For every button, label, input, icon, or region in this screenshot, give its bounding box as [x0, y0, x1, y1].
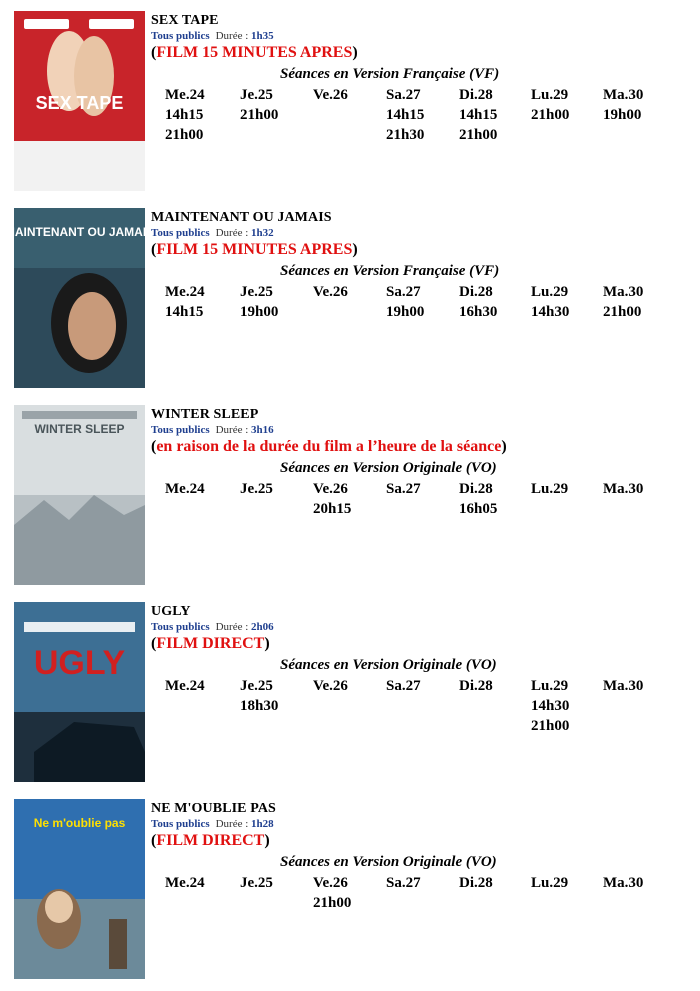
film-meta: [151, 30, 274, 42]
day-label: Me.24: [165, 678, 205, 694]
duration-value: 1h32: [251, 227, 274, 239]
notice-text: en raison de la durée du film a l’heure de la séance: [156, 438, 502, 455]
day-label: Sa.27: [386, 875, 421, 891]
day-label: Je.25: [240, 875, 273, 891]
day-label: Di.28: [459, 481, 493, 497]
day-label: Lu.29: [531, 678, 569, 694]
notice-text: FILM DIRECT: [156, 635, 265, 652]
notice-text: FILM 15 MINUTES APRES: [156, 44, 353, 61]
showtime[interactable]: 19h00: [603, 107, 642, 123]
day-label: Di.28: [459, 678, 493, 694]
film-entry: [0, 799, 700, 981]
notice-open-paren: (: [151, 832, 157, 849]
day-column: [386, 873, 456, 893]
day-label: Me.24: [165, 87, 205, 103]
day-label: Di.28: [459, 284, 493, 300]
seances-version-heading: Séances en Version Française (VF): [280, 263, 500, 279]
notice-open-paren: (: [151, 241, 157, 258]
poster-title-text: UGLY: [33, 644, 126, 682]
day-label: Ma.30: [603, 87, 644, 103]
audience-rating: Tous publics: [151, 621, 210, 633]
showtime[interactable]: 21h00: [531, 107, 570, 123]
showtime[interactable]: 18h30: [240, 698, 279, 714]
film-entry: [0, 602, 700, 784]
showtime[interactable]: 19h00: [386, 304, 425, 320]
day-column: [165, 873, 235, 893]
day-column: [386, 479, 456, 499]
film-title[interactable]: SEX TAPE: [151, 13, 219, 28]
film-title[interactable]: WINTER SLEEP: [151, 407, 259, 422]
day-label: Lu.29: [531, 284, 569, 300]
notice-text: FILM 15 MINUTES APRES: [156, 241, 353, 258]
screening-notice: [151, 241, 358, 259]
notice-open-paren: (: [151, 635, 157, 652]
screening-notice: [151, 438, 507, 456]
day-column: [313, 873, 383, 913]
day-label: Ma.30: [603, 481, 644, 497]
day-column: [386, 282, 456, 322]
duration-label: Durée :: [215, 621, 249, 633]
day-column: [531, 676, 601, 736]
day-column: [165, 676, 235, 696]
showtime[interactable]: 14h15: [459, 107, 498, 123]
notice-close-paren: ): [264, 635, 270, 652]
showtime[interactable]: 14h30: [531, 304, 570, 320]
day-column: [603, 282, 673, 322]
poster-title-text: Ne m'oublie pas: [33, 816, 126, 830]
day-column: [313, 479, 383, 519]
day-column: [459, 85, 529, 145]
showtime[interactable]: 16h05: [459, 501, 498, 517]
day-column: [240, 479, 310, 499]
day-label: Ve.26: [313, 678, 348, 694]
seances-version-heading: Séances en Version Originale (VO): [280, 460, 497, 476]
showtime[interactable]: 14h15: [165, 107, 204, 123]
film-entry: [0, 208, 700, 390]
day-label: Je.25: [240, 678, 273, 694]
duration-value: 1h28: [251, 818, 274, 830]
day-label: Ma.30: [603, 678, 644, 694]
notice-close-paren: ): [501, 438, 507, 455]
day-column: [240, 85, 310, 125]
day-column: [313, 676, 383, 696]
screening-notice: [151, 635, 270, 653]
audience-rating: Tous publics: [151, 30, 210, 42]
day-label: Je.25: [240, 87, 273, 103]
day-label: Ve.26: [313, 87, 348, 103]
day-column: [165, 282, 235, 322]
duration-label: Durée :: [215, 424, 249, 436]
audience-rating: Tous publics: [151, 227, 210, 239]
showtime[interactable]: 21h00: [313, 895, 352, 911]
notice-text: FILM DIRECT: [156, 832, 265, 849]
showtime[interactable]: 21h30: [386, 127, 425, 143]
film-meta: [151, 621, 274, 633]
film-meta: [151, 227, 274, 239]
duration-label: Durée :: [215, 818, 249, 830]
notice-close-paren: ): [352, 44, 358, 61]
day-label: Lu.29: [531, 875, 569, 891]
day-label: Me.24: [165, 875, 205, 891]
day-column: [313, 282, 383, 302]
film-meta: [151, 818, 274, 830]
day-label: Me.24: [165, 481, 205, 497]
movie-poster[interactable]: [14, 602, 145, 782]
day-column: [459, 676, 529, 696]
poster-title-text: SEX TAPE: [35, 93, 124, 113]
day-column: [313, 85, 383, 105]
showtime[interactable]: 14h15: [165, 304, 204, 320]
day-label: Je.25: [240, 481, 273, 497]
day-label: Sa.27: [386, 678, 421, 694]
day-label: Me.24: [165, 284, 205, 300]
duration-value: 1h35: [251, 30, 274, 42]
duration-value: 2h06: [251, 621, 274, 633]
showtime[interactable]: 21h00: [531, 718, 570, 734]
day-column: [165, 85, 235, 145]
showtime[interactable]: 21h00: [240, 107, 279, 123]
seances-version-heading: Séances en Version Originale (VO): [280, 854, 497, 870]
screening-notice: [151, 832, 270, 850]
notice-open-paren: (: [151, 44, 157, 61]
showtime[interactable]: 21h00: [603, 304, 642, 320]
day-column: [603, 85, 673, 125]
day-column: [459, 282, 529, 322]
day-label: Ma.30: [603, 284, 644, 300]
day-label: Ve.26: [313, 284, 348, 300]
movie-poster[interactable]: [4, 208, 155, 388]
day-column: [531, 873, 601, 893]
notice-close-paren: ): [352, 241, 358, 258]
day-column: [459, 873, 529, 893]
audience-rating: Tous publics: [151, 818, 210, 830]
day-column: [386, 85, 456, 145]
showtime[interactable]: 20h15: [313, 501, 352, 517]
seances-version-heading: Séances en Version Originale (VO): [280, 657, 497, 673]
film-title[interactable]: UGLY: [151, 604, 191, 619]
day-column: [603, 873, 673, 893]
poster-title-text: WINTER SLEEP: [34, 422, 125, 436]
day-column: [603, 479, 673, 499]
film-title[interactable]: NE M'OUBLIE PAS: [151, 801, 276, 816]
day-label: Ve.26: [313, 481, 348, 497]
day-column: [240, 282, 310, 322]
notice-close-paren: ): [264, 832, 270, 849]
film-meta: [151, 424, 274, 436]
showtime[interactable]: 21h00: [459, 127, 498, 143]
day-label: Ve.26: [313, 875, 348, 891]
day-column: [386, 676, 456, 696]
seances-version-heading: Séances en Version Française (VF): [280, 66, 500, 82]
duration-value: 3h16: [251, 424, 274, 436]
day-label: Je.25: [240, 284, 273, 300]
day-column: [165, 479, 235, 499]
day-column: [459, 479, 529, 519]
day-label: Sa.27: [386, 284, 421, 300]
day-label: Lu.29: [531, 481, 569, 497]
day-column: [240, 873, 310, 893]
movie-poster[interactable]: [14, 11, 145, 191]
showtime[interactable]: 21h00: [165, 127, 204, 143]
day-label: Sa.27: [386, 481, 421, 497]
day-label: Ma.30: [603, 875, 644, 891]
day-column: [531, 282, 601, 322]
duration-label: Durée :: [215, 227, 249, 239]
showtime[interactable]: 14h15: [386, 107, 425, 123]
day-column: [531, 85, 601, 125]
day-label: Di.28: [459, 87, 493, 103]
day-label: Lu.29: [531, 87, 569, 103]
showtime[interactable]: 19h00: [240, 304, 279, 320]
day-column: [531, 479, 601, 499]
audience-rating: Tous publics: [151, 424, 210, 436]
film-entry: [0, 405, 700, 587]
day-label: Di.28: [459, 875, 493, 891]
day-column: [240, 676, 310, 716]
day-column: [603, 676, 673, 696]
showtime[interactable]: 16h30: [459, 304, 498, 320]
movie-poster[interactable]: [14, 405, 145, 585]
day-label: Sa.27: [386, 87, 421, 103]
duration-label: Durée :: [215, 30, 249, 42]
film-entry: [0, 11, 700, 193]
film-title[interactable]: MAINTENANT OU JAMAIS: [151, 210, 332, 225]
screening-notice: [151, 44, 358, 62]
poster-title-text: MAINTENANT OU JAMAIS: [4, 225, 155, 239]
movie-poster[interactable]: [14, 799, 145, 979]
showtime[interactable]: 14h30: [531, 698, 570, 714]
notice-open-paren: (: [151, 438, 157, 455]
